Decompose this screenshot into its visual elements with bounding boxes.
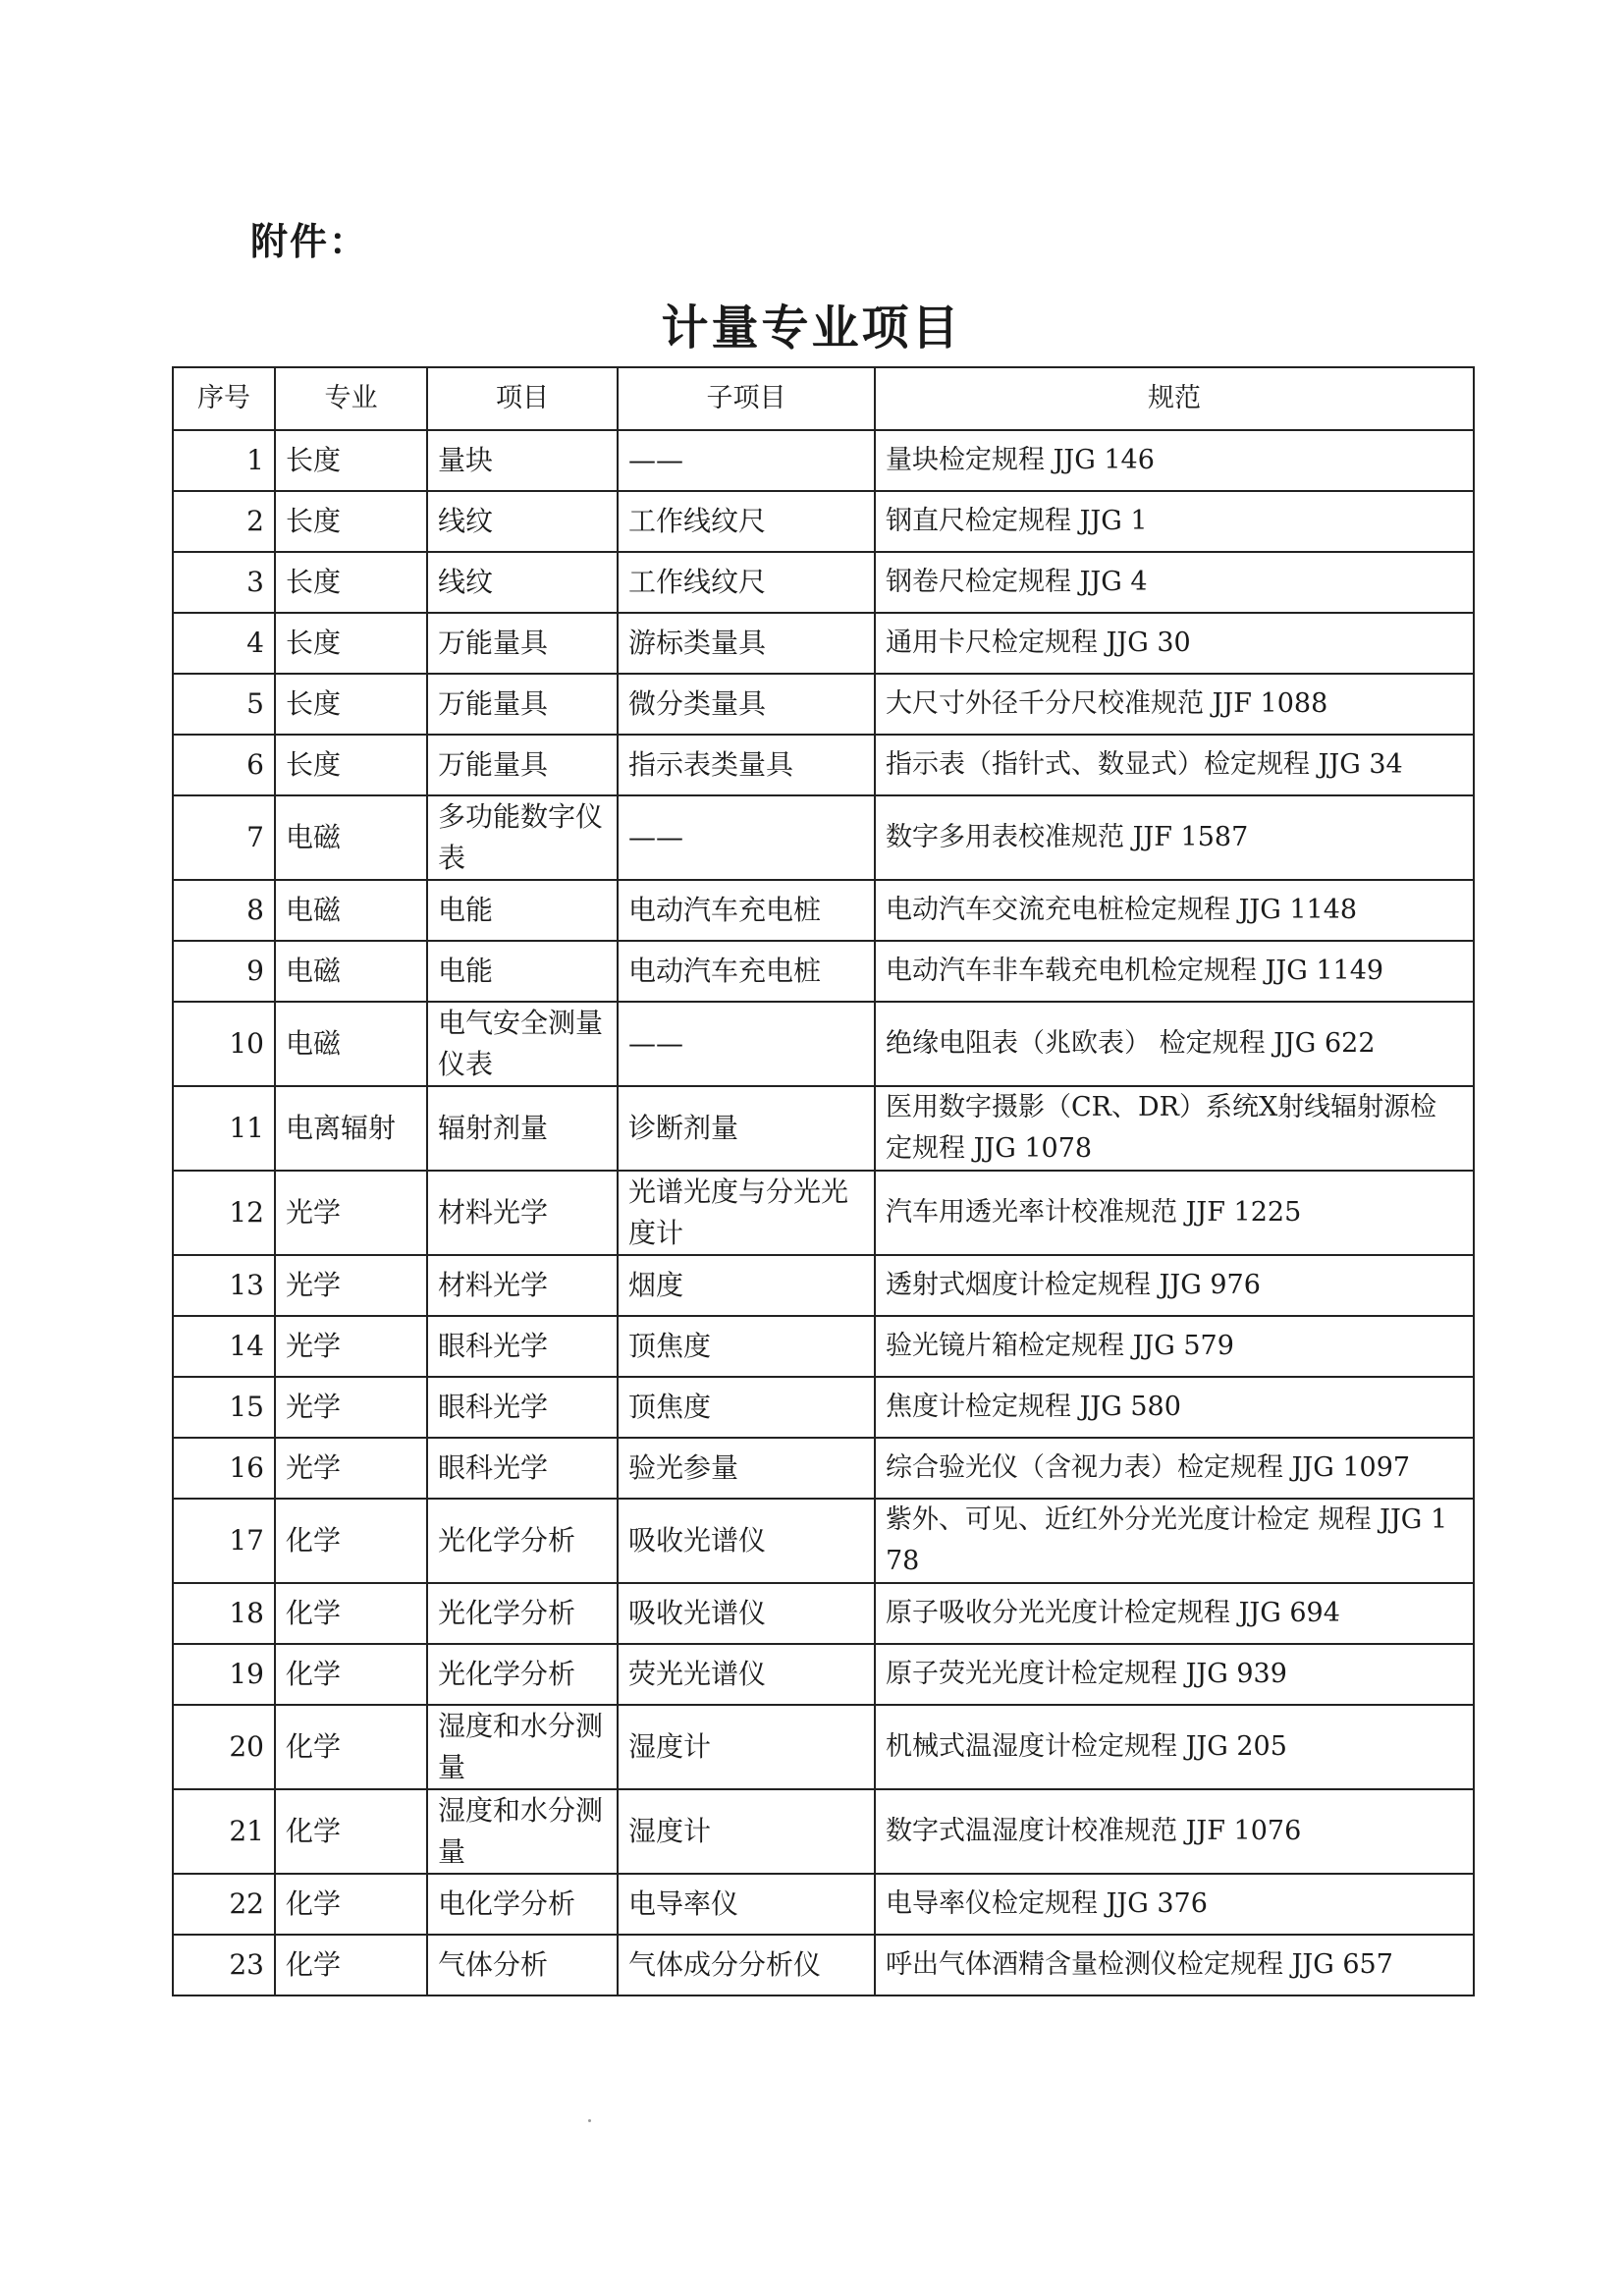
cell-standard: 紫外、可见、近红外分光光度计检定 规程 JJG 178 [875, 1499, 1474, 1583]
cell-seq: 14 [173, 1316, 275, 1377]
cell-seq: 10 [173, 1002, 275, 1086]
header-standard: 规范 [875, 367, 1474, 430]
table-row [173, 430, 1474, 491]
cell-subitem: 工作线纹尺 [618, 552, 875, 613]
cell-seq: 21 [173, 1789, 275, 1874]
cell-standard: 电导率仪检定规程 JJG 376 [875, 1874, 1474, 1935]
cell-standard: 验光镜片箱检定规程 JJG 579 [875, 1316, 1474, 1377]
cell-item: 眼科光学 [427, 1438, 618, 1499]
cell-item: 电化学分析 [427, 1874, 618, 1935]
cell-specialty: 光学 [275, 1438, 427, 1499]
cell-subitem: 吸收光谱仪 [618, 1499, 875, 1583]
table-row [173, 674, 1474, 735]
cell-item: 眼科光学 [427, 1377, 618, 1438]
cell-subitem: 工作线纹尺 [618, 491, 875, 552]
table-row [173, 1002, 1474, 1086]
cell-item: 眼科光学 [427, 1316, 618, 1377]
header-subitem: 子项目 [618, 367, 875, 430]
table-row [173, 1499, 1474, 1583]
cell-subitem: 气体成分分析仪 [618, 1935, 875, 1995]
cell-specialty: 化学 [275, 1583, 427, 1644]
cell-specialty: 电离辐射 [275, 1086, 427, 1171]
cell-seq: 20 [173, 1705, 275, 1789]
cell-standard: 数字式温湿度计校准规范 JJF 1076 [875, 1789, 1474, 1874]
cell-seq: 23 [173, 1935, 275, 1995]
cell-specialty: 长度 [275, 674, 427, 735]
cell-specialty: 长度 [275, 430, 427, 491]
cell-item: 线纹 [427, 552, 618, 613]
table-row [173, 1935, 1474, 1995]
cell-item: 光化学分析 [427, 1644, 618, 1705]
cell-standard: 钢卷尺检定规程 JJG 4 [875, 552, 1474, 613]
cell-item: 电能 [427, 941, 618, 1002]
table-row [173, 1255, 1474, 1316]
cell-seq: 2 [173, 491, 275, 552]
cell-seq: 5 [173, 674, 275, 735]
cell-specialty: 长度 [275, 491, 427, 552]
cell-specialty: 长度 [275, 613, 427, 674]
cell-standard: 量块检定规程 JJG 146 [875, 430, 1474, 491]
cell-subitem: 验光参量 [618, 1438, 875, 1499]
cell-item: 辐射剂量 [427, 1086, 618, 1171]
table-header-row [173, 367, 1474, 430]
table-row [173, 552, 1474, 613]
cell-item: 材料光学 [427, 1255, 618, 1316]
cell-item: 湿度和水分测量 [427, 1705, 618, 1789]
table-row [173, 735, 1474, 795]
cell-specialty: 化学 [275, 1705, 427, 1789]
cell-item: 电能 [427, 880, 618, 941]
cell-specialty: 电磁 [275, 1002, 427, 1086]
cell-specialty: 光学 [275, 1255, 427, 1316]
header-specialty: 专业 [275, 367, 427, 430]
cell-specialty: 光学 [275, 1377, 427, 1438]
table-row [173, 880, 1474, 941]
cell-standard: 焦度计检定规程 JJG 580 [875, 1377, 1474, 1438]
cell-specialty: 化学 [275, 1644, 427, 1705]
cell-specialty: 长度 [275, 735, 427, 795]
table-row [173, 795, 1474, 880]
cell-item: 光化学分析 [427, 1583, 618, 1644]
cell-seq: 1 [173, 430, 275, 491]
cell-subitem: 湿度计 [618, 1705, 875, 1789]
table-row [173, 1789, 1474, 1874]
cell-item: 气体分析 [427, 1935, 618, 1995]
header-item: 项目 [427, 367, 618, 430]
cell-item: 量块 [427, 430, 618, 491]
cell-item: 多功能数字仪表 [427, 795, 618, 880]
cell-item: 万能量具 [427, 613, 618, 674]
cell-subitem: 烟度 [618, 1255, 875, 1316]
cell-standard: 绝缘电阻表（兆欧表） 检定规程 JJG 622 [875, 1002, 1474, 1086]
cell-item: 光化学分析 [427, 1499, 618, 1583]
cell-standard: 呼出气体酒精含量检测仪检定规程 JJG 657 [875, 1935, 1474, 1995]
cell-seq: 9 [173, 941, 275, 1002]
cell-specialty: 化学 [275, 1874, 427, 1935]
cell-standard: 医用数字摄影（CR、DR）系统X射线辐射源检定规程 JJG 1078 [875, 1086, 1474, 1171]
spec-table [172, 366, 1475, 1996]
cell-standard: 钢直尺检定规程 JJG 1 [875, 491, 1474, 552]
cell-seq: 11 [173, 1086, 275, 1171]
cell-subitem: 吸收光谱仪 [618, 1583, 875, 1644]
document-title: 计量专业项目 [661, 301, 962, 355]
cell-standard: 电动汽车交流充电桩检定规程 JJG 1148 [875, 880, 1474, 941]
cell-item: 材料光学 [427, 1171, 618, 1255]
cell-subitem: 微分类量具 [618, 674, 875, 735]
cell-subitem: 诊断剂量 [618, 1086, 875, 1171]
cell-specialty: 化学 [275, 1935, 427, 1995]
cell-seq: 19 [173, 1644, 275, 1705]
cell-seq: 18 [173, 1583, 275, 1644]
header-seq: 序号 [173, 367, 275, 430]
cell-specialty: 长度 [275, 552, 427, 613]
cell-specialty: 光学 [275, 1316, 427, 1377]
cell-standard: 透射式烟度计检定规程 JJG 976 [875, 1255, 1474, 1316]
cell-seq: 16 [173, 1438, 275, 1499]
cell-seq: 8 [173, 880, 275, 941]
cell-item: 湿度和水分测量 [427, 1789, 618, 1874]
cell-seq: 7 [173, 795, 275, 880]
cell-seq: 17 [173, 1499, 275, 1583]
cell-standard: 大尺寸外径千分尺校准规范 JJF 1088 [875, 674, 1474, 735]
cell-seq: 6 [173, 735, 275, 795]
table-row [173, 1086, 1474, 1171]
cell-seq: 13 [173, 1255, 275, 1316]
cell-seq: 15 [173, 1377, 275, 1438]
cell-subitem: 荧光光谱仪 [618, 1644, 875, 1705]
table-row [173, 1438, 1474, 1499]
cell-specialty: 化学 [275, 1789, 427, 1874]
cell-specialty: 电磁 [275, 795, 427, 880]
cell-subitem: 指示表类量具 [618, 735, 875, 795]
table-row [173, 1874, 1474, 1935]
cell-seq: 22 [173, 1874, 275, 1935]
table-row [173, 491, 1474, 552]
table-row [173, 613, 1474, 674]
table-row [173, 1583, 1474, 1644]
table-row [173, 1705, 1474, 1789]
cell-item: 万能量具 [427, 735, 618, 795]
cell-specialty: 电磁 [275, 941, 427, 1002]
cell-specialty: 电磁 [275, 880, 427, 941]
cell-standard: 通用卡尺检定规程 JJG 30 [875, 613, 1474, 674]
cell-subitem: 顶焦度 [618, 1316, 875, 1377]
cell-subitem: 顶焦度 [618, 1377, 875, 1438]
table-row [173, 1171, 1474, 1255]
cell-subitem: —— [618, 795, 875, 880]
cell-standard: 数字多用表校准规范 JJF 1587 [875, 795, 1474, 880]
cell-seq: 3 [173, 552, 275, 613]
cell-subitem: 光谱光度与分光光度计 [618, 1171, 875, 1255]
table-row [173, 1377, 1474, 1438]
cell-standard: 汽车用透光率计校准规范 JJF 1225 [875, 1171, 1474, 1255]
cell-specialty: 化学 [275, 1499, 427, 1583]
cell-subitem: —— [618, 1002, 875, 1086]
cell-subitem: 游标类量具 [618, 613, 875, 674]
table-row [173, 1316, 1474, 1377]
cell-specialty: 光学 [275, 1171, 427, 1255]
cell-item: 线纹 [427, 491, 618, 552]
cell-subitem: —— [618, 430, 875, 491]
cell-standard: 原子吸收分光光度计检定规程 JJG 694 [875, 1583, 1474, 1644]
attachment-label: 附件： [250, 220, 369, 263]
cell-standard: 机械式温湿度计检定规程 JJG 205 [875, 1705, 1474, 1789]
cell-seq: 12 [173, 1171, 275, 1255]
cell-standard: 原子荧光光度计检定规程 JJG 939 [875, 1644, 1474, 1705]
cell-subitem: 湿度计 [618, 1789, 875, 1874]
scan-speck [588, 2119, 591, 2122]
cell-seq: 4 [173, 613, 275, 674]
table-row [173, 1644, 1474, 1705]
cell-standard: 综合验光仪（含视力表）检定规程 JJG 1097 [875, 1438, 1474, 1499]
cell-subitem: 电动汽车充电桩 [618, 880, 875, 941]
cell-subitem: 电动汽车充电桩 [618, 941, 875, 1002]
cell-item: 万能量具 [427, 674, 618, 735]
cell-subitem: 电导率仪 [618, 1874, 875, 1935]
cell-standard: 电动汽车非车载充电机检定规程 JJG 1149 [875, 941, 1474, 1002]
cell-standard: 指示表（指针式、数显式）检定规程 JJG 34 [875, 735, 1474, 795]
cell-item: 电气安全测量仪表 [427, 1002, 618, 1086]
table-row [173, 941, 1474, 1002]
